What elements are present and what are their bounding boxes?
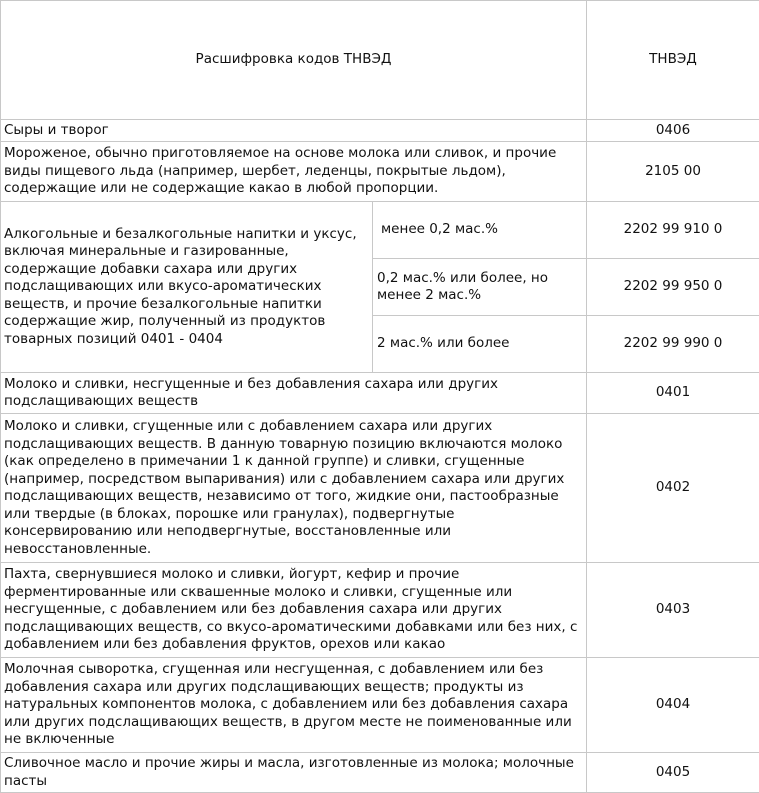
row-code: 2202 99 990 0 xyxy=(587,316,759,373)
row-code: 2105 00 xyxy=(587,142,759,202)
row-code: 0401 xyxy=(587,373,759,414)
table-row xyxy=(1,563,759,658)
header-code: ТНВЭД xyxy=(587,1,759,120)
row-description: Пахта, свернувшиеся молоко и сливки, йогурт, кефир и прочие ферментированные или сквашенные молоко и сливки, сгущенные или несгущенные, с добавлением или без добавления сахара или других подслащивающих веществ, со вкусо-ароматическими добавками или без них, с добавлением или без добавления фруктов, орехов или какао xyxy=(1,563,587,658)
row-code: 0402 xyxy=(587,414,759,563)
table-row xyxy=(1,373,759,414)
row-code: 0403 xyxy=(587,563,759,658)
table-row xyxy=(1,414,759,563)
row-code: 0404 xyxy=(587,658,759,753)
row-code: 2202 99 910 0 xyxy=(587,202,759,259)
table-row xyxy=(1,658,759,753)
row-description: Алкогольные и безалкогольные напитки и уксус, включая минеральные и газированные, содержащие добавки сахара или других подслащивающих или вкусо-ароматических веществ, и прочие безалкогольные напитки содержащие жир, полученный из продуктов товарных позиций 0401 - 0404 xyxy=(1,202,373,373)
row-code: 2202 99 950 0 xyxy=(587,259,759,316)
row-condition: 2 мас.% или более xyxy=(373,316,587,373)
row-description: Молоко и сливки, несгущенные и без добавления сахара или других подслащивающих веществ xyxy=(1,373,587,414)
row-condition: 0,2 мас.% или более, но менее 2 мас.% xyxy=(373,259,587,316)
header-row xyxy=(1,1,759,120)
row-condition: менее 0,2 мас.% xyxy=(373,202,587,259)
row-description: Сливочное масло и прочие жиры и масла, изготовленные из молока; молочные пасты xyxy=(1,753,587,793)
table-row xyxy=(1,142,759,202)
table-row xyxy=(1,753,759,793)
row-description: Молочная сыворотка, сгущенная или несгущенная, с добавлением или без добавления сахара или других подслащивающих веществ; продукты из натуральных компонентов молока, с добавлением или без добавления сахара или других подслащивающих веществ, в другом месте не поименованные или не включенные xyxy=(1,658,587,753)
row-description: Сыры и творог xyxy=(1,120,587,142)
header-description: Расшифровка кодов ТНВЭД xyxy=(1,1,587,120)
table-row xyxy=(1,202,759,259)
row-code: 0405 xyxy=(587,753,759,793)
row-description: Молоко и сливки, сгущенные или с добавлением сахара или других подслащивающих веществ. В данную товарную позицию включаются молоко (как определено в примечании 1 к данной группе) и сливки, сгущенные (например, посредством выпаривания) или с добавлением сахара или других подслащивающих веществ, независимо от того, жидкие они, пастообразные или твердые (в блоках, порошке или гранулах), подвергнутые консервированию или неподвергнутые, восстановленные или невосстановленные. xyxy=(1,414,587,563)
row-description: Мороженое, обычно приготовляемое на основе молока или сливок, и прочие виды пищевого льда (например, шербет, леденцы, покрытые льдом), содержащие или не содержащие какао в любой пропорции. xyxy=(1,142,587,202)
table-row xyxy=(1,120,759,142)
row-code: 0406 xyxy=(587,120,759,142)
